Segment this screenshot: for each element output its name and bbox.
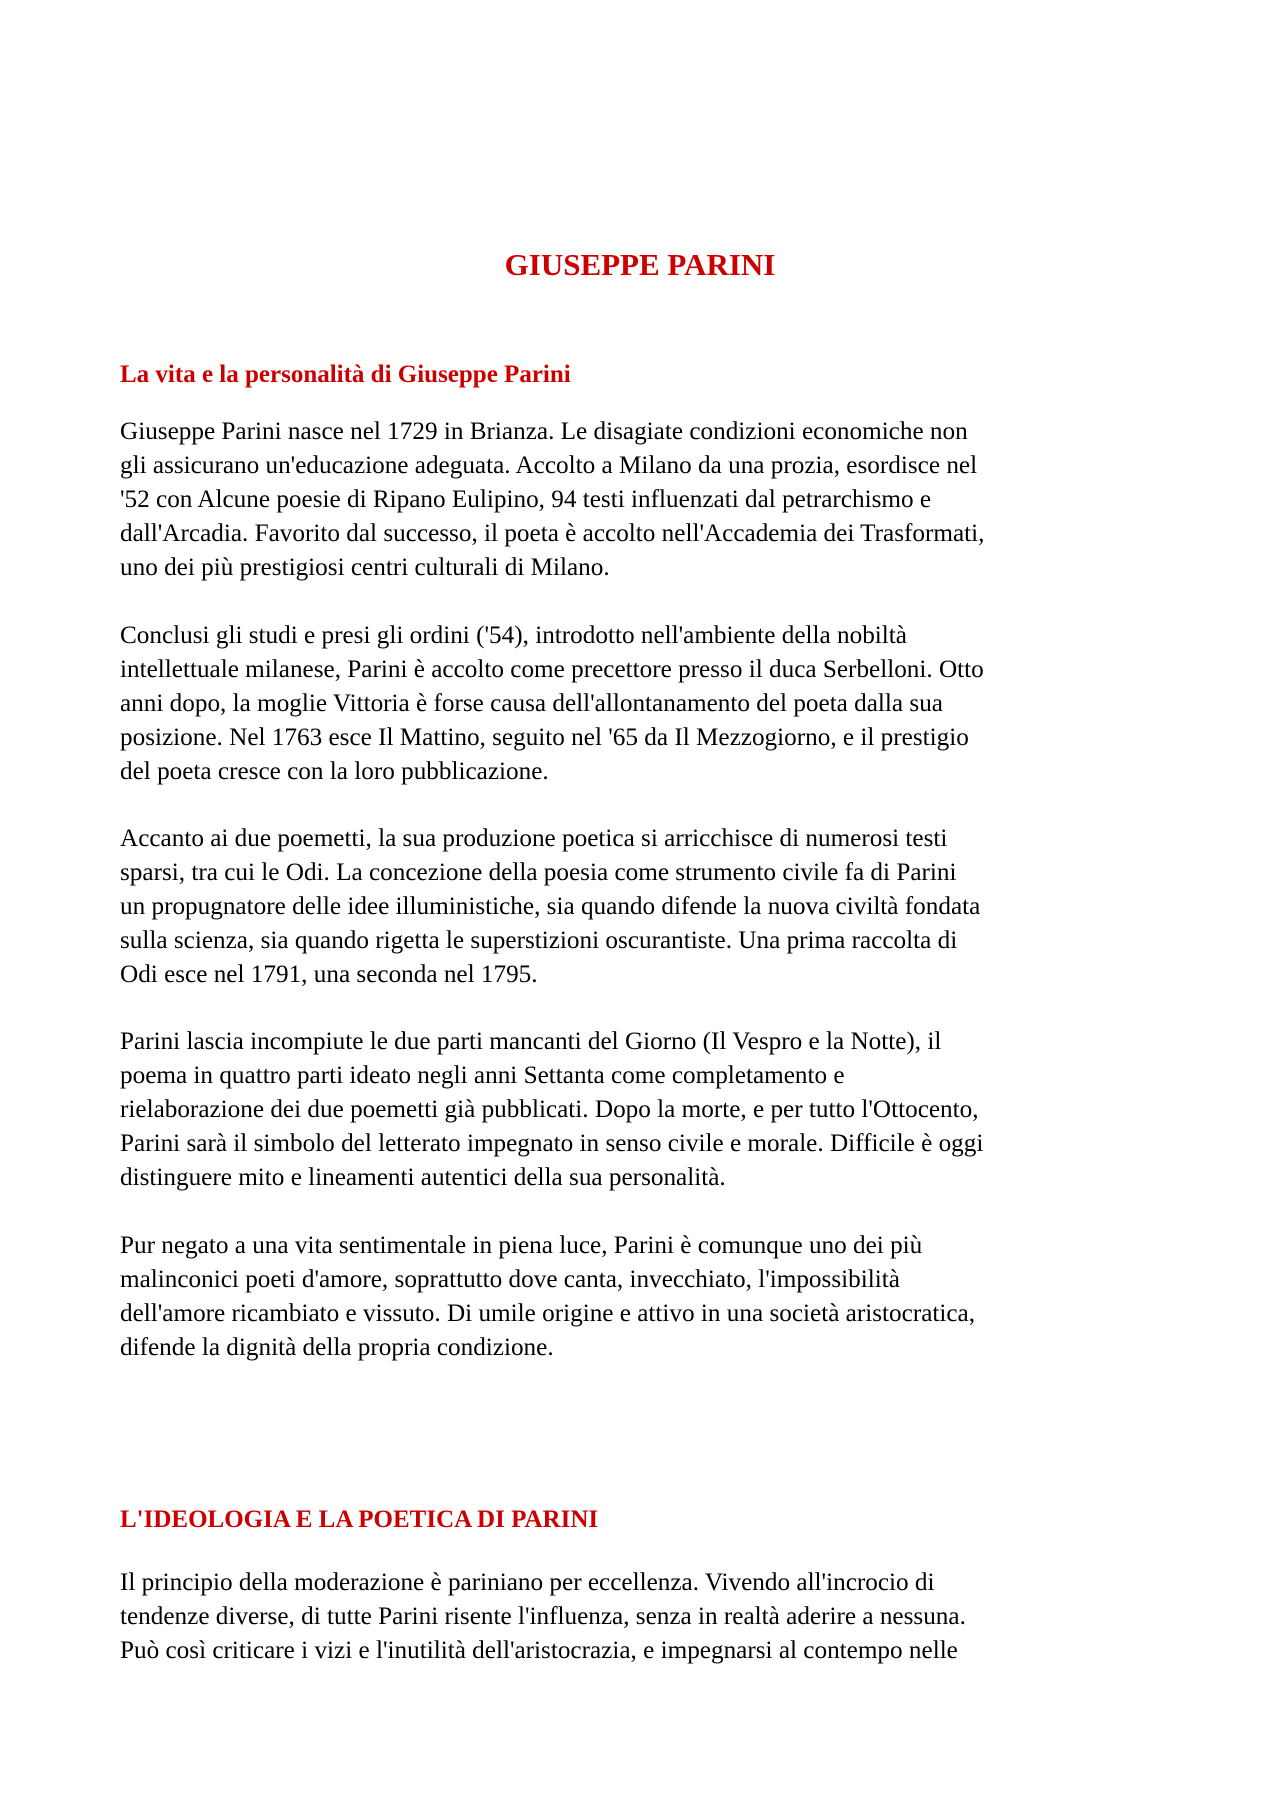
text-line: intellettuale milanese, Parini è accolto come precettore presso il duca Serbelloni. Otto (120, 656, 984, 683)
text-line: rielaborazione dei due poemetti già pubblicati. Dopo la morte, e per tutto l'Ottocento, (120, 1096, 979, 1123)
text-line: gli assicurano un'educazione adeguata. Accolto a Milano da una prozia, esordisce nel (120, 452, 978, 479)
text-line: tendenze diverse, di tutte Parini risente l'influenza, senza in realtà aderire a nessuna. (120, 1603, 966, 1630)
text-line: Il principio della moderazione è pariniano per eccellenza. Vivendo all'incrocio di (120, 1569, 935, 1596)
text-line: Accanto ai due poemetti, la sua produzione poetica si arricchisce di numerosi testi (120, 825, 948, 852)
text-line: '52 con Alcune poesie di Ripano Eulipino, 94 testi influenzati dal petrarchismo e (120, 486, 932, 513)
section-heading-life: La vita e la personalità di Giuseppe Parini (120, 361, 571, 388)
text-line: del poeta cresce con la loro pubblicazione. (120, 758, 549, 785)
text-line: dell'amore ricambiato e vissuto. Di umile origine e attivo in una società aristocratica, (120, 1300, 976, 1327)
text-line: un propugnatore delle idee illuministiche, sia quando difende la nuova civiltà fondata (120, 893, 981, 920)
text-line: poema in quattro parti ideato negli anni Settanta come completamento e (120, 1062, 845, 1089)
paragraph (120, 415, 984, 585)
paragraph (120, 1229, 975, 1365)
text-line: posizione. Nel 1763 esce Il Mattino, seguito nel '65 da Il Mezzogiorno, e il prestigio (120, 724, 969, 751)
paragraph (120, 619, 984, 789)
text-line: Conclusi gli studi e presi gli ordini ('54), introdotto nell'ambiente della nobiltà (120, 622, 907, 649)
text-line: difende la dignità della propria condizione. (120, 1334, 554, 1361)
text-line: Parini lascia incompiute le due parti mancanti del Giorno (Il Vespro e la Notte), il (120, 1028, 942, 1055)
paragraph (120, 1025, 983, 1195)
text-line: sparsi, tra cui le Odi. La concezione della poesia come strumento civile fa di Parini (120, 859, 957, 886)
paragraph (120, 822, 980, 992)
text-line: Parini sarà il simbolo del letterato impegnato in senso civile e morale. Difficile è oggi (120, 1130, 984, 1157)
text-line: distinguere mito e lineamenti autentici della sua personalità. (120, 1164, 726, 1191)
text-line: Odi esce nel 1791, una seconda nel 1795. (120, 961, 538, 988)
text-line: Giuseppe Parini nasce nel 1729 in Brianza. Le disagiate condizioni economiche non (120, 418, 968, 445)
text-line: sulla scienza, sia quando rigetta le superstizioni oscurantiste. Una prima raccolta di (120, 927, 958, 954)
paragraph (120, 1566, 966, 1668)
section-heading-ideology: L'IDEOLOGIA E LA POETICA DI PARINI (120, 1506, 599, 1533)
text-line: malinconici poeti d'amore, soprattutto dove canta, invecchiato, l'impossibilità (120, 1266, 900, 1293)
text-line: Pur negato a una vita sentimentale in piena luce, Parini è comunque uno dei più (120, 1232, 923, 1259)
text-line: uno dei più prestigiosi centri culturali di Milano. (120, 554, 610, 581)
document-title: GIUSEPPE PARINI (504, 247, 776, 282)
text-line: Può così criticare i vizi e l'inutilità dell'aristocrazia, e impegnarsi al contempo nelle (120, 1637, 958, 1664)
text-line: anni dopo, la moglie Vittoria è forse causa dell'allontanamento del poeta dalla sua (120, 690, 943, 717)
text-line: dall'Arcadia. Favorito dal successo, il poeta è accolto nell'Accademia dei Trasformati, (120, 520, 985, 547)
